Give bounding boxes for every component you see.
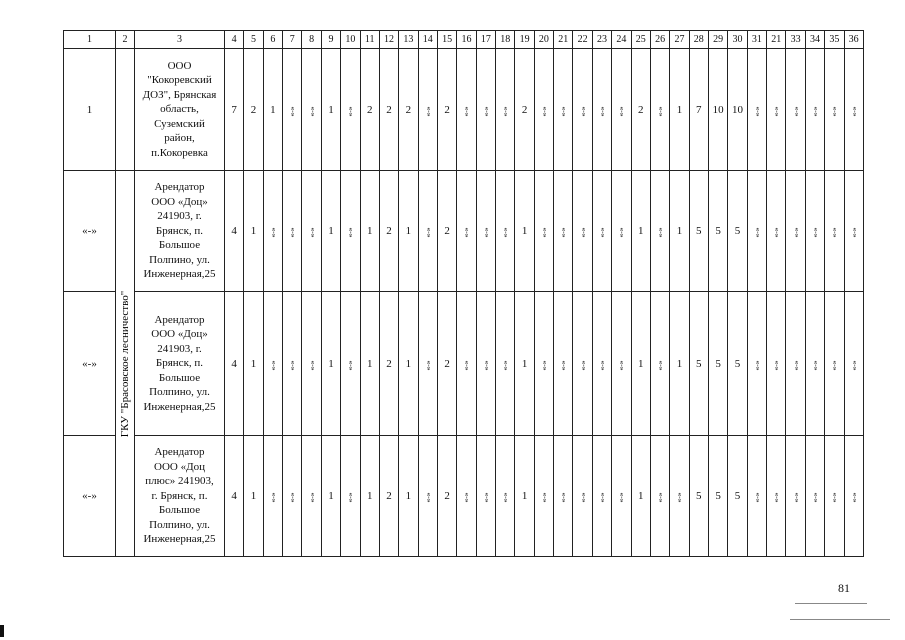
dash-cell xyxy=(341,292,360,436)
value-cell: 2 xyxy=(379,292,398,436)
dash-cell xyxy=(592,171,611,292)
value-cell: 5 xyxy=(708,171,727,292)
organization-line: п.Кокоревка xyxy=(151,146,208,159)
dash-cell xyxy=(496,49,515,171)
organization-line: Большое xyxy=(158,371,201,384)
organization-cell xyxy=(135,292,225,436)
dash-cell xyxy=(767,436,786,557)
dash-cell xyxy=(476,49,495,171)
dash-cell xyxy=(747,171,766,292)
organization-line: г. Брянск, п. xyxy=(151,489,208,502)
dash-cell xyxy=(844,292,863,436)
value-cell: 1 xyxy=(244,171,263,292)
header-cell: 20 xyxy=(534,31,553,49)
dash-cell xyxy=(457,292,476,436)
value-cell: 2 xyxy=(631,49,650,171)
dash-cell xyxy=(786,436,805,557)
dash-mark: «-» xyxy=(345,360,355,370)
row-number: «-» xyxy=(64,436,116,557)
dash-mark: «-» xyxy=(655,227,665,238)
dash-mark: «-» xyxy=(287,492,297,503)
header-cell: 2 xyxy=(116,31,135,49)
dash-mark: «-» xyxy=(597,227,607,238)
dash-cell xyxy=(283,49,302,171)
dash-mark: «-» xyxy=(752,360,762,370)
header-cell: 11 xyxy=(360,31,379,49)
organization-line: область, xyxy=(160,103,199,116)
value-cell: 2 xyxy=(437,171,456,292)
dash-mark: «-» xyxy=(791,360,801,370)
value-cell: 1 xyxy=(263,49,282,171)
value-cell: 7 xyxy=(225,49,244,171)
value-cell: 1 xyxy=(244,436,263,557)
dash-cell xyxy=(825,49,844,171)
dash-mark: «-» xyxy=(500,106,510,116)
value-cell: 1 xyxy=(321,292,340,436)
organization-line: ООО xyxy=(167,59,192,72)
dash-cell xyxy=(825,436,844,557)
dash-cell xyxy=(844,436,863,557)
header-cell: 9 xyxy=(321,31,340,49)
header-cell: 7 xyxy=(283,31,302,49)
dash-cell xyxy=(573,292,592,436)
dash-cell xyxy=(592,49,611,171)
value-cell: 2 xyxy=(379,436,398,557)
dash-cell xyxy=(302,436,321,557)
dash-cell xyxy=(534,436,553,557)
header-cell: 31 xyxy=(747,31,766,49)
dash-cell xyxy=(341,49,360,171)
document-table xyxy=(63,30,864,557)
dash-mark: «-» xyxy=(461,360,471,370)
dash-cell xyxy=(418,436,437,557)
header-cell: 6 xyxy=(263,31,282,49)
dash-mark: «-» xyxy=(578,360,588,370)
dash-cell xyxy=(496,292,515,436)
organization-line: ДОЗ", Брянская xyxy=(142,88,217,101)
dash-cell xyxy=(767,49,786,171)
dash-cell xyxy=(302,292,321,436)
header-cell: 34 xyxy=(805,31,824,49)
header-cell: 28 xyxy=(689,31,708,49)
dash-mark: «-» xyxy=(481,227,491,238)
organization-line: Арендатор xyxy=(154,446,205,459)
dash-cell xyxy=(592,292,611,436)
dash-mark: «-» xyxy=(500,360,510,370)
dash-cell xyxy=(786,171,805,292)
dash-mark: «-» xyxy=(810,106,820,116)
organization-line: Полпино, ул. xyxy=(149,518,210,531)
organization-cell xyxy=(135,436,225,557)
organization-line: 241903, г. xyxy=(157,210,202,223)
organization-line: Большое xyxy=(158,504,201,517)
table-body xyxy=(64,31,864,557)
dash-cell xyxy=(612,49,631,171)
organization-cell xyxy=(135,49,225,171)
dash-cell xyxy=(283,292,302,436)
value-cell: 1 xyxy=(360,292,379,436)
value-cell: 1 xyxy=(321,436,340,557)
header-cell: 8 xyxy=(302,31,321,49)
value-cell: 2 xyxy=(437,292,456,436)
dash-cell xyxy=(283,171,302,292)
header-cell: 21 xyxy=(554,31,573,49)
dash-cell xyxy=(476,292,495,436)
value-cell: 1 xyxy=(670,171,689,292)
value-cell: 1 xyxy=(670,292,689,436)
dash-cell xyxy=(747,49,766,171)
scan-line xyxy=(795,603,867,604)
header-cell: 14 xyxy=(418,31,437,49)
table-row xyxy=(64,171,864,292)
value-cell: 1 xyxy=(515,171,534,292)
dash-mark: «-» xyxy=(597,106,607,116)
value-cell: 1 xyxy=(321,171,340,292)
dash-cell xyxy=(534,292,553,436)
value-cell: 1 xyxy=(399,171,418,292)
dash-mark: «-» xyxy=(791,227,801,238)
page-number: 81 xyxy=(838,581,850,595)
dash-mark: «-» xyxy=(423,227,433,238)
dash-mark: «-» xyxy=(771,360,781,370)
value-cell: 1 xyxy=(631,292,650,436)
dash-mark: «-» xyxy=(616,360,626,370)
dash-mark: «-» xyxy=(791,106,801,116)
dash-cell xyxy=(592,436,611,557)
dash-cell xyxy=(554,171,573,292)
dash-mark: «-» xyxy=(558,106,568,116)
dash-cell xyxy=(650,436,669,557)
dash-mark: «-» xyxy=(268,227,278,238)
organization-line: Брянск, п. xyxy=(155,357,204,370)
dash-cell xyxy=(786,292,805,436)
value-cell: 5 xyxy=(689,171,708,292)
value-cell: 10 xyxy=(728,49,747,171)
dash-mark: «-» xyxy=(597,492,607,503)
organization-line: Большое xyxy=(158,239,201,252)
dash-mark: «-» xyxy=(597,360,607,370)
dash-cell xyxy=(767,171,786,292)
dash-cell xyxy=(418,49,437,171)
organization-line: плюс» 241903, xyxy=(145,475,214,488)
value-cell: 4 xyxy=(225,292,244,436)
dash-mark: «-» xyxy=(810,492,820,503)
header-cell: 4 xyxy=(225,31,244,49)
dash-cell xyxy=(534,171,553,292)
dash-cell xyxy=(302,171,321,292)
organization-line: Полпино, ул. xyxy=(149,386,210,399)
dash-cell xyxy=(457,49,476,171)
dash-mark: «-» xyxy=(268,360,278,370)
table-row xyxy=(64,436,864,557)
dash-cell xyxy=(825,171,844,292)
organization-line: район, xyxy=(164,132,195,145)
dash-mark: «-» xyxy=(829,360,839,370)
table-row xyxy=(64,292,864,436)
table-row xyxy=(64,49,864,171)
value-cell: 1 xyxy=(244,292,263,436)
header-cell: 33 xyxy=(786,31,805,49)
header-cell: 22 xyxy=(573,31,592,49)
column-2-cell xyxy=(116,49,135,171)
organization-line: ООО «Доц» xyxy=(151,328,208,341)
organization-line: Арендатор xyxy=(154,181,205,194)
value-cell: 1 xyxy=(631,171,650,292)
dash-mark: «-» xyxy=(771,106,781,116)
value-cell: 5 xyxy=(728,171,747,292)
value-cell: 5 xyxy=(689,292,708,436)
value-cell: 5 xyxy=(728,292,747,436)
value-cell: 2 xyxy=(437,49,456,171)
organization-line: Полпино, ул. xyxy=(149,253,210,266)
value-cell: 2 xyxy=(515,49,534,171)
header-cell: 36 xyxy=(844,31,863,49)
dash-mark: «-» xyxy=(558,227,568,238)
dash-cell xyxy=(805,49,824,171)
dash-cell xyxy=(650,49,669,171)
dash-mark: «-» xyxy=(655,492,665,503)
dash-cell xyxy=(496,171,515,292)
dash-mark: «-» xyxy=(849,227,859,238)
value-cell: 2 xyxy=(379,171,398,292)
dash-mark: «-» xyxy=(810,360,820,370)
dash-cell xyxy=(786,49,805,171)
dash-mark: «-» xyxy=(849,492,859,503)
organization-line: Суземский xyxy=(154,117,205,130)
header-cell: 27 xyxy=(670,31,689,49)
dash-cell xyxy=(747,292,766,436)
value-cell: 1 xyxy=(631,436,650,557)
dash-mark: «-» xyxy=(829,106,839,116)
dash-mark: «-» xyxy=(752,106,762,116)
organization-line: Инженерная,25 xyxy=(143,268,216,281)
header-cell: 3 xyxy=(135,31,225,49)
header-cell: 10 xyxy=(341,31,360,49)
dash-mark: «-» xyxy=(578,106,588,116)
header-cell: 5 xyxy=(244,31,263,49)
organization-line: ООО «Доц xyxy=(154,460,205,473)
dash-mark: «-» xyxy=(539,360,549,370)
value-cell: 1 xyxy=(360,171,379,292)
value-cell: 5 xyxy=(689,436,708,557)
dash-cell xyxy=(747,436,766,557)
dash-cell xyxy=(805,171,824,292)
dash-cell xyxy=(263,171,282,292)
dash-mark: «-» xyxy=(655,106,665,116)
dash-cell xyxy=(573,436,592,557)
dash-cell xyxy=(418,292,437,436)
header-cell: 26 xyxy=(650,31,669,49)
organization-line: 241903, г. xyxy=(157,342,202,355)
value-cell: 5 xyxy=(728,436,747,557)
value-cell: 1 xyxy=(399,292,418,436)
dash-cell xyxy=(341,436,360,557)
dash-cell xyxy=(573,49,592,171)
dash-cell xyxy=(670,436,689,557)
row-number: 1 xyxy=(64,49,116,171)
dash-mark: «-» xyxy=(558,360,568,370)
value-cell: 2 xyxy=(399,49,418,171)
organization-line: Арендатор xyxy=(154,313,205,326)
dash-cell xyxy=(302,49,321,171)
value-cell: 2 xyxy=(437,436,456,557)
value-cell: 10 xyxy=(708,49,727,171)
dash-mark: «-» xyxy=(829,492,839,503)
value-cell: 5 xyxy=(708,436,727,557)
dash-cell xyxy=(805,436,824,557)
header-cell: 29 xyxy=(708,31,727,49)
dash-mark: «-» xyxy=(345,106,355,116)
dash-mark: «-» xyxy=(461,106,471,116)
dash-mark: «-» xyxy=(345,492,355,503)
dash-mark: «-» xyxy=(539,227,549,238)
dash-cell xyxy=(457,171,476,292)
dash-mark: «-» xyxy=(345,227,355,238)
dash-mark: «-» xyxy=(616,227,626,238)
header-cell: 12 xyxy=(379,31,398,49)
dash-mark: «-» xyxy=(307,360,317,370)
header-cell: 25 xyxy=(631,31,650,49)
value-cell: 2 xyxy=(360,49,379,171)
dash-mark: «-» xyxy=(616,492,626,503)
dash-cell xyxy=(418,171,437,292)
dash-mark: «-» xyxy=(307,227,317,238)
dash-mark: «-» xyxy=(423,106,433,116)
dash-mark: «-» xyxy=(307,106,317,116)
dash-mark: «-» xyxy=(674,492,684,503)
dash-cell xyxy=(554,49,573,171)
value-cell: 1 xyxy=(321,49,340,171)
header-cell: 16 xyxy=(457,31,476,49)
header-cell: 30 xyxy=(728,31,747,49)
organization-line: Брянск, п. xyxy=(155,224,204,237)
scan-mark xyxy=(0,625,4,637)
dash-cell xyxy=(496,436,515,557)
dash-mark: «-» xyxy=(481,106,491,116)
dash-cell xyxy=(573,171,592,292)
value-cell: 1 xyxy=(399,436,418,557)
header-cell: 35 xyxy=(825,31,844,49)
value-cell: 1 xyxy=(360,436,379,557)
dash-mark: «-» xyxy=(287,360,297,370)
forestry-name: ГКУ "Брасовское лесничество" xyxy=(119,290,131,437)
header-cell: 23 xyxy=(592,31,611,49)
dash-cell xyxy=(476,171,495,292)
organization-line: Инженерная,25 xyxy=(143,400,216,413)
dash-mark: «-» xyxy=(287,106,297,116)
dash-cell xyxy=(283,436,302,557)
dash-mark: «-» xyxy=(307,492,317,503)
header-cell: 13 xyxy=(399,31,418,49)
value-cell: 2 xyxy=(244,49,263,171)
dash-cell xyxy=(263,436,282,557)
header-cell: 18 xyxy=(496,31,515,49)
dash-mark: «-» xyxy=(829,227,839,238)
dash-mark: «-» xyxy=(461,227,471,238)
dash-cell xyxy=(650,171,669,292)
dash-cell xyxy=(263,292,282,436)
dash-mark: «-» xyxy=(539,106,549,116)
dash-cell xyxy=(457,436,476,557)
header-cell: 1 xyxy=(64,31,116,49)
organization-line: "Кокоревский xyxy=(147,74,212,87)
dash-cell xyxy=(554,436,573,557)
dash-mark: «-» xyxy=(849,360,859,370)
dash-mark: «-» xyxy=(752,227,762,238)
row-number: «-» xyxy=(64,292,116,436)
dash-cell xyxy=(612,436,631,557)
scan-line xyxy=(790,619,890,620)
header-cell: 24 xyxy=(612,31,631,49)
organization-cell xyxy=(135,171,225,292)
value-cell: 5 xyxy=(708,292,727,436)
dash-mark: «-» xyxy=(616,106,626,116)
header-cell: 21 xyxy=(767,31,786,49)
dash-mark: «-» xyxy=(810,227,820,238)
dash-cell xyxy=(844,171,863,292)
header-cell: 19 xyxy=(515,31,534,49)
row-number: «-» xyxy=(64,171,116,292)
value-cell: 1 xyxy=(515,292,534,436)
dash-mark: «-» xyxy=(578,227,588,238)
organization-line: ООО «Доц» xyxy=(151,195,208,208)
dash-mark: «-» xyxy=(752,492,762,503)
value-cell: 4 xyxy=(225,436,244,557)
dash-mark: «-» xyxy=(423,492,433,503)
dash-mark: «-» xyxy=(461,492,471,503)
dash-cell xyxy=(825,292,844,436)
header-cell: 15 xyxy=(437,31,456,49)
dash-mark: «-» xyxy=(771,227,781,238)
dash-mark: «-» xyxy=(500,227,510,238)
dash-mark: «-» xyxy=(849,106,859,116)
dash-mark: «-» xyxy=(655,360,665,370)
dash-mark: «-» xyxy=(481,360,491,370)
dash-cell xyxy=(341,171,360,292)
dash-cell xyxy=(844,49,863,171)
header-cell: 17 xyxy=(476,31,495,49)
value-cell: 4 xyxy=(225,171,244,292)
dash-mark: «-» xyxy=(500,492,510,503)
dash-cell xyxy=(476,436,495,557)
dash-mark: «-» xyxy=(423,360,433,370)
dash-mark: «-» xyxy=(578,492,588,503)
dash-mark: «-» xyxy=(287,227,297,238)
dash-mark: «-» xyxy=(268,492,278,503)
dash-cell xyxy=(612,171,631,292)
dash-mark: «-» xyxy=(791,492,801,503)
value-cell: 7 xyxy=(689,49,708,171)
dash-cell xyxy=(554,292,573,436)
dash-cell xyxy=(534,49,553,171)
forestry-cell xyxy=(116,171,135,557)
dash-mark: «-» xyxy=(539,492,549,503)
dash-mark: «-» xyxy=(771,492,781,503)
value-cell: 1 xyxy=(670,49,689,171)
dash-cell xyxy=(767,292,786,436)
dash-cell xyxy=(650,292,669,436)
dash-mark: «-» xyxy=(558,492,568,503)
dash-cell xyxy=(612,292,631,436)
value-cell: 1 xyxy=(515,436,534,557)
dash-cell xyxy=(805,292,824,436)
value-cell: 2 xyxy=(379,49,398,171)
dash-mark: «-» xyxy=(481,492,491,503)
organization-line: Инженерная,25 xyxy=(143,533,216,546)
